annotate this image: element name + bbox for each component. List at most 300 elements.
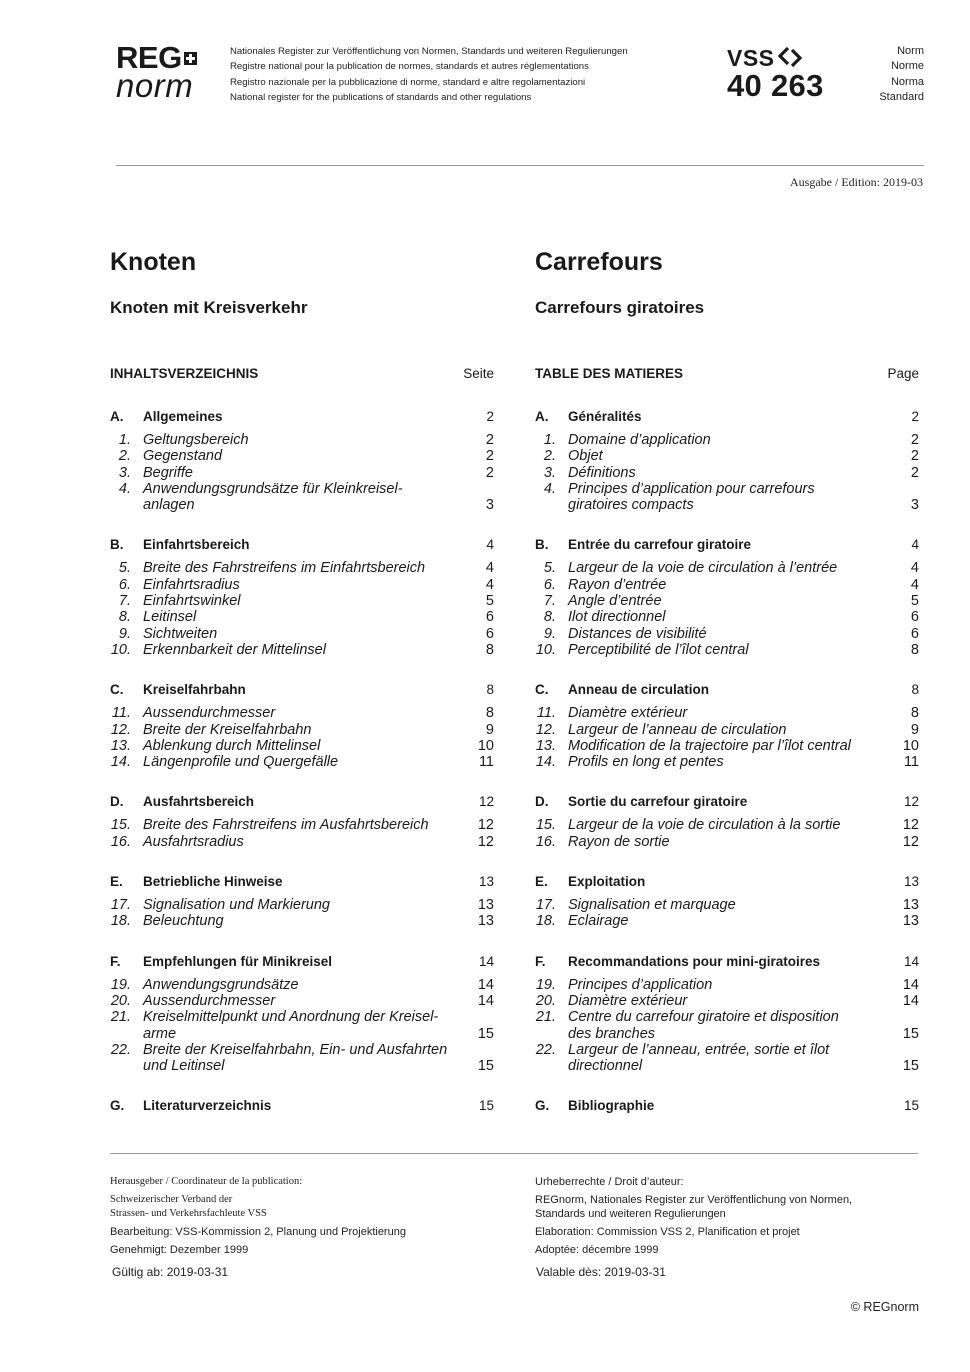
item-page: 15 [477,1025,494,1042]
item-title-line: Distances de visibilité [568,625,707,642]
section-letter: B. [110,537,124,553]
item-title [568,913,889,929]
publisher-line-2: Strassen- und Verkehrsfachleute VSS [110,1208,267,1219]
toc-item[interactable] [110,1042,494,1075]
toc-item[interactable] [110,448,494,464]
item-title-line: Principes d’application [568,976,713,993]
item-title-line: Breite der Kreiselfahrbahn [143,721,312,738]
section-gap [535,513,919,536]
toc-section-heading[interactable] [535,1097,919,1115]
toc-section [110,408,494,513]
toc-item[interactable] [535,817,919,833]
vss-brand: VSS [727,45,775,71]
toc-item-list [535,817,919,850]
title-fr: Carrefours [535,248,663,276]
toc-section-heading[interactable] [110,1097,494,1115]
item-title [568,593,889,609]
section-title: Bibliographie [568,1098,655,1114]
footer-de [110,1175,406,1279]
item-title-line: Largeur de l’anneau, entrée, sortie et îlot [568,1041,830,1058]
page-label-de: Seite [463,366,494,381]
item-number: 19. [535,976,556,993]
toc-section [535,793,919,850]
toc-item[interactable] [110,834,494,850]
item-title-line: Ilot directionnel [568,609,666,626]
toc-header-de [110,366,494,386]
item-page: 4 [485,560,494,577]
toc-section-heading[interactable] [535,681,919,699]
toc-item[interactable] [110,1009,494,1042]
section-title: Recommandations pour mini-giratoires [568,953,821,969]
item-title [568,560,889,576]
toc-item-list [535,977,919,1075]
section-page: 13 [903,874,919,890]
item-page: 6 [910,625,919,642]
item-title-line: Beleuchtung [143,913,224,930]
item-number: 10. [535,641,556,658]
toc-item[interactable] [535,754,919,770]
section-gap [110,930,494,953]
item-number: 12. [535,721,556,738]
vss-arrows-icon [777,46,803,68]
toc-section-heading[interactable] [110,536,494,554]
section-letter: D. [535,794,549,810]
item-title [143,560,464,576]
item-page: 5 [485,593,494,610]
toc-item[interactable] [535,448,919,464]
item-title-line: Gegenstand [143,448,223,465]
item-title [568,1009,889,1042]
item-title-line: directionnel [568,1058,643,1075]
toc-item[interactable] [535,1042,919,1075]
item-number: 5. [118,560,131,577]
toc-label-de: INHALTSVERZEICHNIS [110,366,259,381]
toc-item-list [535,432,919,513]
item-page: 13 [902,913,919,930]
item-title [568,977,889,993]
copyright-notice: © REGnorm [850,1300,919,1314]
item-title-line: Diamètre extérieur [568,992,688,1009]
item-number: 21. [110,1009,131,1026]
toc-item[interactable] [535,609,919,625]
item-title-line: Einfahrtswinkel [143,593,241,610]
item-title-line: Breite des Fahrstreifens im Ausfahrtsbereich [143,817,429,834]
toc-de [110,366,494,1115]
item-page: 2 [910,448,919,465]
item-page: 6 [485,609,494,626]
toc-item[interactable] [535,834,919,850]
item-title [143,897,464,913]
item-title-line: und Leitinsel [143,1058,225,1075]
item-page: 10 [902,737,919,754]
item-title [143,993,464,1009]
item-number: 22. [110,1041,131,1058]
norm-word-de: Norm [897,45,924,57]
item-number: 6. [543,576,556,593]
item-title [568,817,889,833]
item-title [568,722,889,738]
item-title-line: anlagen [143,497,195,514]
toc-section-heading[interactable] [110,793,494,811]
toc-item[interactable] [535,560,919,576]
item-title [143,817,464,833]
item-title [143,977,464,993]
item-title-line: des branches [568,1025,656,1042]
section-letter: A. [110,409,124,424]
norm-word-en: Standard [879,90,924,103]
item-title [568,834,889,850]
item-page: 2 [485,432,494,448]
item-page: 8 [485,641,494,658]
item-page: 2 [485,464,494,481]
toc-section-heading[interactable] [110,953,494,971]
item-page: 12 [477,817,494,834]
item-title [568,642,889,658]
toc-item[interactable] [110,738,494,754]
item-title-line: Geltungsbereich [143,432,249,448]
toc-item[interactable] [110,897,494,913]
item-page: 13 [902,897,919,914]
toc-item[interactable] [110,642,494,658]
section-gap [535,770,919,793]
toc-item[interactable] [535,913,919,929]
item-title-line: Einfahrtsradius [143,576,240,593]
copyright-label: Urheberrechte / Droit d’auteur: [535,1176,684,1188]
bearbeitung-text: Bearbeitung: VSS-Kommission 2, Planung und Projektierung [110,1226,406,1238]
toc-section-heading[interactable] [535,873,919,891]
toc-item[interactable] [535,626,919,642]
section-gap [110,1074,494,1097]
toc-item[interactable] [535,1009,919,1042]
item-title-line: Begriffe [143,464,193,481]
toc-section-heading[interactable] [110,873,494,891]
toc-item[interactable] [535,993,919,1009]
section-gap [535,930,919,953]
toc-item[interactable] [535,705,919,721]
item-number: 7. [543,593,556,610]
item-title-line: Leitinsel [143,609,197,626]
item-title-line: Breite des Fahrstreifens im Einfahrtsbereich [143,560,426,577]
item-page: 15 [902,1058,919,1075]
toc-item[interactable] [110,626,494,642]
regnorm-logo [116,40,216,104]
toc-item[interactable] [535,593,919,609]
item-number: 4. [543,480,556,497]
item-title-line: Sichtweiten [143,625,218,642]
section-letter: C. [535,682,549,698]
toc-item[interactable] [535,642,919,658]
item-number: 21. [535,1009,556,1026]
toc-item[interactable] [110,722,494,738]
item-number: 17. [110,897,131,914]
item-page: 10 [477,737,494,754]
item-title-line: Eclairage [568,913,629,930]
section-letter: G. [110,1098,125,1114]
item-number: 20. [535,992,556,1009]
item-title-line: Objet [568,448,603,465]
section-title: Anneau de circulation [568,682,710,698]
item-page: 8 [910,705,919,722]
item-number: 22. [535,1041,556,1058]
item-number: 8. [543,609,556,626]
toc-item-list [535,897,919,930]
item-title-line: Centre du carrefour giratoire et disposition [568,1009,839,1026]
norm-language-labels [879,44,924,105]
toc-item[interactable] [535,481,919,514]
item-number: 11. [111,705,131,722]
item-title [143,913,464,929]
section-page: 4 [486,537,494,553]
toc-section-heading[interactable] [110,681,494,699]
item-number: 14. [535,754,556,771]
section-gap [110,850,494,873]
item-title [143,642,464,658]
section-title: Einfahrtsbereich [143,537,250,553]
toc-item[interactable] [535,432,919,448]
vss-norm-badge [727,45,824,101]
item-number: 16. [535,833,556,850]
toc-item[interactable] [110,432,494,448]
toc-item[interactable] [110,977,494,993]
toc-item[interactable] [535,465,919,481]
section-title: Allgemeines [143,409,223,424]
item-page: 5 [910,593,919,610]
section-letter: F. [110,953,121,969]
item-page: 3 [485,497,494,514]
toc-item[interactable] [535,977,919,993]
section-gap [535,850,919,873]
item-number: 2. [543,448,556,465]
item-page: 2 [485,448,494,465]
item-number: 18. [535,913,556,930]
toc-item[interactable] [110,609,494,625]
item-number: 15. [110,817,131,834]
section-title: Entrée du carrefour giratoire [568,537,752,553]
item-page: 14 [902,976,919,993]
item-title [143,432,464,448]
toc-item-list [110,897,494,930]
item-title [143,705,464,721]
publisher-line-1: Schweizerischer Verband der [110,1194,233,1205]
item-title [143,465,464,481]
section-title: Betriebliche Hinweise [143,874,283,890]
section-title: Ausfahrtsbereich [143,794,255,810]
item-number: 6. [118,576,131,593]
item-number: 19. [110,976,131,993]
section-gap [535,1074,919,1097]
section-gap [110,658,494,681]
item-page: 14 [477,992,494,1009]
item-title [568,754,889,770]
item-page: 13 [477,913,494,930]
item-title [143,754,464,770]
item-title-line: Längenprofile und Quergefälle [143,754,339,771]
item-title-line: Anwendungsgrundsätze [143,976,299,993]
item-title [568,993,889,1009]
section-page: 12 [903,794,919,810]
item-title [568,448,889,464]
section-letter: G. [535,1098,550,1114]
copyright-line-2: Standards und weiteren Regulierungen [535,1208,726,1220]
item-page: 13 [477,897,494,914]
item-title [143,834,464,850]
item-number: 3. [118,464,131,481]
section-letter: A. [535,409,549,424]
item-title-line: Aussendurchmesser [143,992,276,1009]
section-title: Exploitation [568,874,646,890]
item-title-line: Largeur de la voie de circulation à la sortie [568,817,841,834]
item-title-line: Ablenkung durch Mittelinsel [143,737,321,754]
item-title-line: Définitions [568,464,636,481]
register-description [230,44,628,105]
item-title [568,705,889,721]
section-title: Empfehlungen für Minikreisel [143,953,333,969]
item-page: 6 [485,625,494,642]
toc-section-heading[interactable] [110,408,494,426]
item-title [568,577,889,593]
logo-norm-text: norm [116,67,194,104]
item-title-line: arme [143,1025,177,1042]
item-title [568,738,889,754]
subtitle-de: Knoten mit Kreisverkehr [110,298,308,317]
item-page: 9 [485,721,494,738]
publisher-label: Herausgeber / Coordinateur de la publication: [110,1176,303,1187]
section-page: 4 [911,537,919,553]
footer-fr [535,1175,852,1279]
item-number: 2. [118,448,131,465]
toc-item[interactable] [110,481,494,514]
item-title [568,1042,889,1075]
toc-section-heading[interactable] [535,953,919,971]
item-number: 20. [110,992,131,1009]
item-title-line: Angle d’entrée [568,593,662,610]
item-page: 8 [910,641,919,658]
item-title [568,626,889,642]
swiss-cross-icon [184,52,197,65]
section-gap [110,513,494,536]
item-number: 12. [110,721,131,738]
register-line-it: Registro nazionale per la pubblicazione di norme, standard e altre regolamentazioni [230,76,586,88]
toc-section [535,681,919,770]
toc-section [535,873,919,930]
item-title [143,609,464,625]
toc-item[interactable] [110,577,494,593]
item-title-line: Profils en long et pentes [568,754,724,771]
item-title [143,577,464,593]
toc-item[interactable] [110,993,494,1009]
item-title-line: Modification de la trajectoire par l’îlot central [568,737,851,754]
toc-item-list [110,977,494,1075]
toc-section-heading[interactable] [535,793,919,811]
section-page: 2 [486,409,494,424]
section-letter: C. [110,682,124,698]
item-number: 3. [543,464,556,481]
toc-body-fr [535,386,919,1115]
item-title-line: Principes d’application pour carrefours [568,480,815,497]
copyright-line-1: REGnorm, Nationales Register zur Veröffentlichung von Normen, [535,1194,853,1206]
toc-item[interactable] [535,577,919,593]
item-number: 5. [543,560,556,577]
section-letter: D. [110,794,124,810]
toc-item[interactable] [110,754,494,770]
toc-item[interactable] [535,897,919,913]
toc-section [535,1097,919,1115]
adoptee-text: Adoptée: décembre 1999 [535,1244,659,1256]
item-title [143,593,464,609]
item-title [143,481,464,514]
item-page: 12 [902,817,919,834]
item-title-line: Rayon de sortie [568,833,670,850]
toc-item-list [110,432,494,513]
toc-item[interactable] [535,722,919,738]
item-number: 16. [110,833,131,850]
section-title: Kreiselfahrbahn [143,682,246,698]
toc-item[interactable] [535,738,919,754]
item-number: 14. [110,754,131,771]
section-title: Sortie du carrefour giratoire [568,794,748,810]
item-number: 17. [535,897,556,914]
item-title-line: Diamètre extérieur [568,705,688,722]
item-title-line: Perceptibilité de l’îlot central [568,641,749,658]
header-divider [116,165,924,166]
toc-item[interactable] [110,593,494,609]
toc-item[interactable] [110,465,494,481]
item-title-line: Largeur de l’anneau de circulation [568,721,787,738]
item-page: 6 [910,609,919,626]
item-number: 11. [536,705,556,722]
section-page: 14 [903,953,919,969]
page-label-fr: Page [887,366,919,381]
item-title-line: Breite der Kreiselfahrbahn, Ein- und Ausfahrten [143,1041,448,1058]
norm-number: 40 263 [727,68,824,103]
item-number: 15. [535,817,556,834]
toc-item[interactable] [110,560,494,576]
toc-item[interactable] [110,705,494,721]
section-gap [110,770,494,793]
toc-item[interactable] [110,913,494,929]
section-gap [535,658,919,681]
item-page: 12 [477,833,494,850]
item-title-line: Signalisation et marquage [568,897,736,914]
toc-fr [535,366,919,1115]
item-page: 4 [910,576,919,593]
toc-item-list [535,705,919,770]
section-page: 15 [903,1098,919,1114]
item-page: 11 [478,754,494,771]
section-page: 15 [478,1098,494,1114]
title-de: Knoten [110,248,197,276]
toc-section-heading[interactable] [535,408,919,426]
norm-word-fr: Norme [890,60,924,73]
toc-section [110,793,494,850]
toc-section-heading[interactable] [535,536,919,554]
toc-section [535,408,919,513]
item-page: 2 [910,464,919,481]
section-letter: E. [110,874,123,890]
section-page: 13 [478,874,494,890]
item-page: 11 [903,754,919,771]
toc-section [110,1097,494,1115]
item-number: 9. [118,625,131,642]
section-title: Literaturverzeichnis [143,1098,272,1114]
item-page: 4 [485,576,494,593]
item-number: 8. [118,609,131,626]
section-letter: E. [535,874,548,890]
elaboration-text: Elaboration: Commission VSS 2, Planification et projet [535,1226,800,1238]
toc-item[interactable] [110,817,494,833]
toc-item-list [110,705,494,770]
toc-section [535,953,919,1075]
